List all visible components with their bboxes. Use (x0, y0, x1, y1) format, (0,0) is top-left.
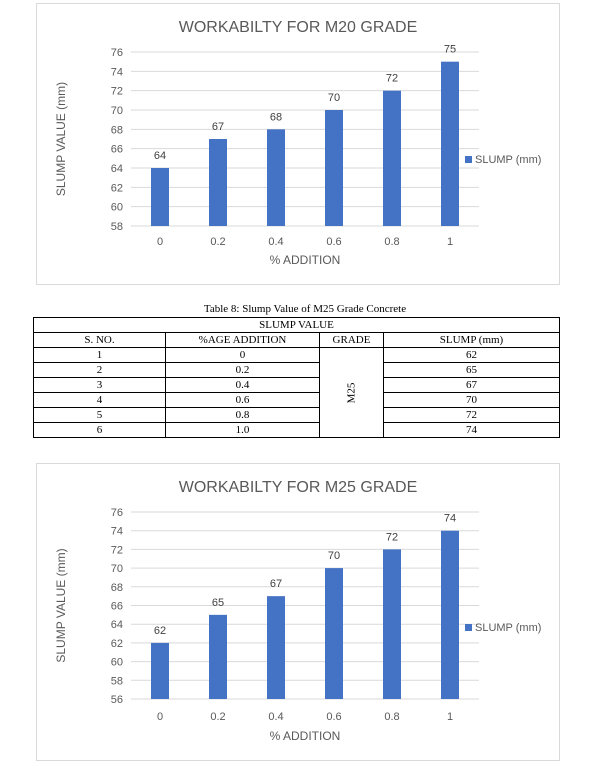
y-tick-label: 60 (110, 656, 123, 669)
y-tick-label: 56 (110, 694, 123, 706)
table-header-slump: SLUMP (mm) (384, 333, 560, 348)
table-cell-slump: 67 (384, 378, 560, 393)
table-header-row (34, 333, 560, 348)
table-cell-slump: 65 (384, 363, 560, 378)
table-cell-slump: 70 (384, 393, 560, 408)
chart-m20-svg (37, 4, 559, 284)
y-tick-label: 62 (110, 637, 123, 650)
table-header-grade: GRADE (320, 333, 384, 348)
legend-swatch (465, 156, 472, 163)
y-tick-label: 60 (110, 201, 123, 214)
data-label: 74 (443, 512, 457, 525)
table-cell-sno: 6 (34, 423, 166, 438)
table-cell-sno: 3 (34, 378, 166, 393)
data-label: 72 (385, 531, 399, 544)
bar (383, 549, 401, 699)
legend-label: SLUMP (mm) (475, 154, 542, 166)
table-row (34, 423, 560, 438)
y-tick-label: 68 (110, 581, 123, 594)
table-group-header-row (34, 318, 560, 333)
bar (441, 62, 459, 226)
y-tick-label: 74 (110, 66, 123, 79)
table-row (34, 393, 560, 408)
y-axis-label: SLUMP VALUE (mm) (54, 548, 68, 663)
bar (383, 91, 401, 226)
data-label: 70 (327, 550, 341, 563)
bar (267, 596, 285, 699)
data-label: 64 (153, 150, 167, 162)
chart-m20 (36, 3, 560, 285)
table-cell-grade (320, 348, 384, 438)
chart-m25 (36, 463, 560, 761)
table-cell-sno: 4 (34, 393, 166, 408)
data-label: 65 (211, 596, 225, 609)
data-label: 67 (211, 121, 225, 133)
table-cell-addition: 0.6 (166, 393, 320, 408)
bar (325, 110, 343, 226)
table-header-sno: S. NO. (34, 333, 166, 348)
table-row (34, 363, 560, 378)
table-cell-slump: 62 (384, 348, 560, 363)
y-tick-label: 70 (110, 563, 123, 576)
y-tick-label: 68 (110, 124, 123, 137)
x-tick-label: 0.4 (268, 236, 284, 248)
y-axis-label: SLUMP VALUE (mm) (54, 81, 68, 197)
data-label: 62 (153, 624, 167, 637)
x-tick-label: 0.2 (210, 236, 226, 248)
y-tick-label: 66 (110, 143, 123, 156)
bar (441, 531, 459, 699)
bar (325, 568, 343, 699)
x-axis-label: % ADDITION (269, 729, 341, 743)
bar (209, 139, 227, 226)
data-label: 70 (327, 92, 341, 104)
y-tick-label: 58 (110, 221, 123, 233)
x-tick-label: 0.6 (326, 236, 342, 248)
x-tick-label: 0.8 (384, 236, 400, 248)
chart-title: WORKABILTY FOR M20 GRADE (178, 19, 418, 36)
table-caption: Table 8: Slump Value of M25 Grade Concrete (203, 303, 407, 315)
data-label: 67 (269, 578, 283, 591)
y-tick-label: 74 (110, 525, 123, 538)
table-cell-addition: 0.2 (166, 363, 320, 378)
x-tick-label: 1 (446, 711, 454, 723)
x-tick-label: 0.8 (384, 711, 400, 723)
table-cell-slump: 72 (384, 408, 560, 423)
data-label: 75 (443, 43, 457, 56)
table-cell-sno: 5 (34, 408, 166, 423)
bar (267, 129, 285, 226)
data-label: 68 (269, 111, 283, 124)
x-tick-label: 0 (156, 236, 164, 248)
y-tick-label: 70 (110, 105, 123, 117)
y-tick-label: 62 (110, 182, 123, 195)
y-tick-label: 72 (110, 544, 123, 557)
table-row (34, 348, 560, 363)
table-row (34, 408, 560, 423)
table-cell-addition: 0 (166, 348, 320, 363)
bar (151, 643, 169, 699)
bar (151, 168, 169, 226)
x-tick-label: 0.6 (326, 711, 342, 723)
y-tick-label: 76 (110, 47, 123, 59)
data-label: 72 (385, 72, 399, 85)
y-tick-label: 72 (110, 85, 123, 98)
x-tick-label: 1 (446, 236, 454, 248)
y-tick-label: 76 (110, 507, 123, 519)
grade-label: M25 (345, 382, 358, 403)
x-tick-label: 0 (156, 711, 164, 723)
bar (209, 615, 227, 699)
table-header-addition: %AGE ADDITION (166, 333, 320, 348)
slump-table (33, 317, 560, 438)
legend-swatch (465, 624, 472, 631)
y-tick-label: 58 (110, 675, 123, 688)
table-cell-addition: 1.0 (166, 423, 320, 438)
y-tick-label: 64 (110, 163, 123, 175)
y-tick-label: 64 (110, 619, 123, 632)
table-cell-sno: 2 (34, 363, 166, 378)
chart-m25-svg (37, 464, 559, 760)
x-tick-label: 0.2 (210, 711, 226, 723)
legend-label: SLUMP (mm) (475, 622, 542, 634)
x-axis-label: % ADDITION (269, 253, 341, 267)
x-tick-label: 0.4 (268, 711, 284, 723)
y-tick-label: 66 (110, 600, 123, 613)
table-cell-sno: 1 (34, 348, 166, 363)
table-row (34, 378, 560, 393)
table-cell-addition: 0.8 (166, 408, 320, 423)
table-cell-addition: 0.4 (166, 378, 320, 393)
chart-title: WORKABILTY FOR M25 GRADE (178, 479, 418, 496)
table-cell-slump: 74 (384, 423, 560, 438)
table-group-header: SLUMP VALUE (34, 318, 560, 333)
